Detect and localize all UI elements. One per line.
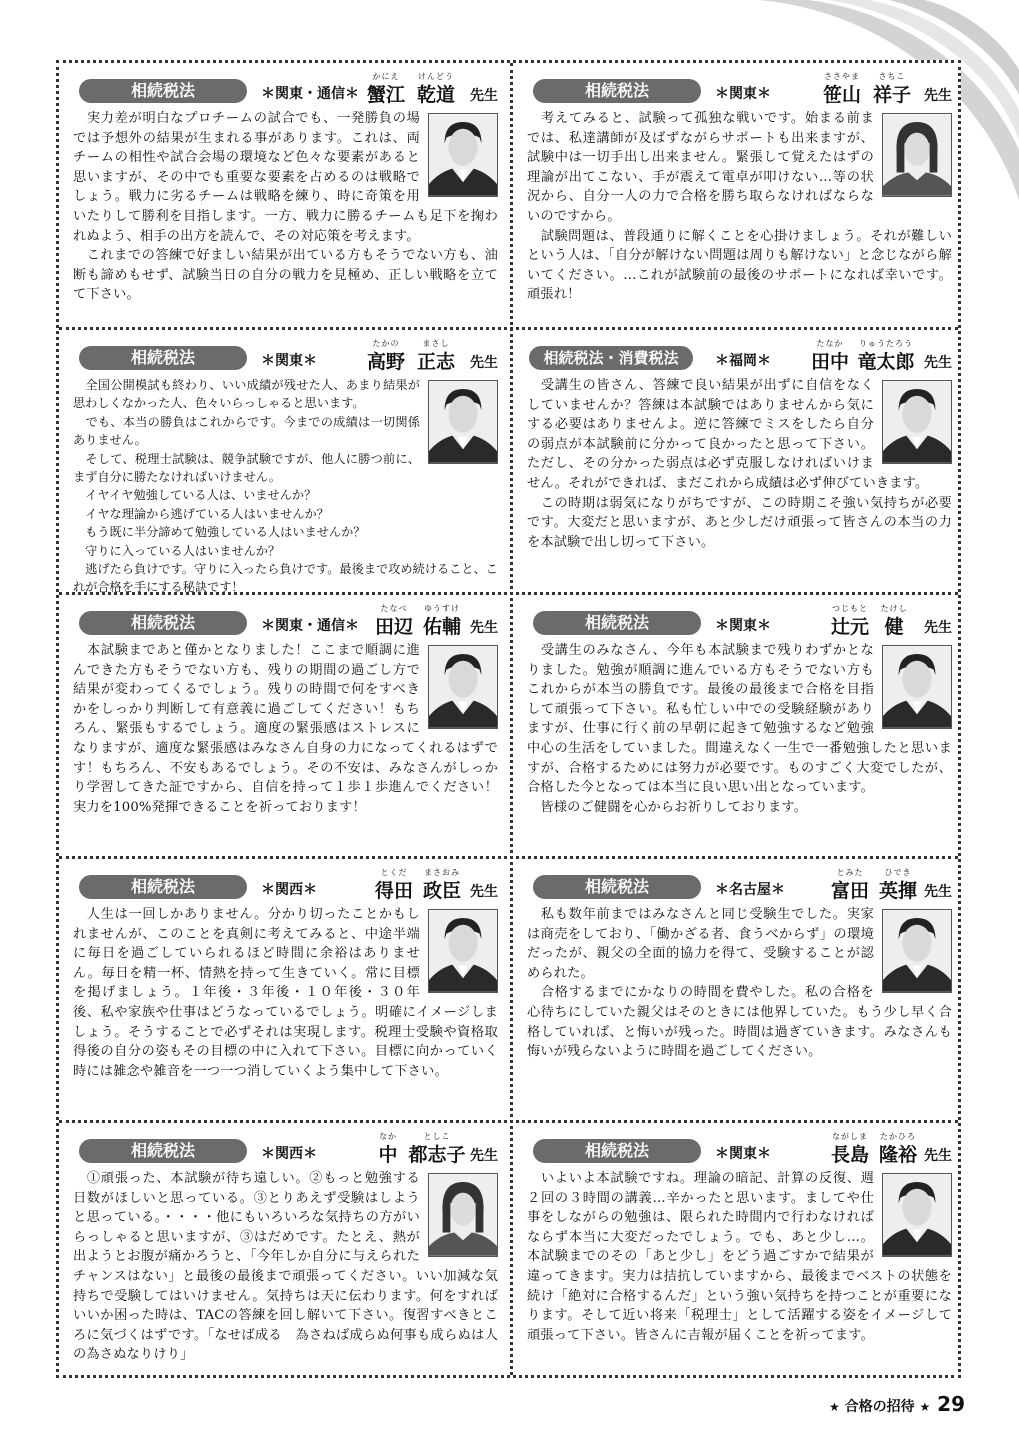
message-text: 本試験まであと僅かとなりました！ここまで順調に進んできた方もそうでない方も、残りの期間の過ごし方で結果が変わってくるでしょう。残りの時間で何をすべきかをしっかり判断して有意義に過ごしてください！もちろん、緊張もするでしょう。適度の緊張感はストレスになりますが、適度な緊張感はみなさん自身の力になってくれるはずです！もちろん、不安もあるでしょう。その不安は、みなさんがしっかり学習してきた証ですから、自信を持って１歩１歩進んでください！実力を100%発揮できることを祈っております！ [73, 643, 498, 815]
card-header [73, 338, 498, 376]
family-name [829, 603, 871, 639]
family-name-ruby: ながしま [832, 1132, 868, 1141]
teacher-card-tanaka [513, 330, 964, 593]
family-name [373, 603, 415, 639]
region-label: ＊福岡＊ [715, 353, 771, 369]
family-name [365, 338, 407, 374]
given-name [415, 71, 457, 107]
card-header [527, 71, 952, 109]
given-name [421, 867, 463, 903]
given-name-kanji: 政臣 [422, 880, 461, 902]
card-header [527, 867, 952, 905]
star-icon: ★ [829, 1400, 840, 1414]
given-name [855, 338, 917, 374]
message-text: 考えてみると、試験って孤独な戦いです。始まる前までは、私達講師が及ばずながらサポートも出来ますが、試験中は一切手出し出来ません。緊張して覚えたはずの理論が出てこない、手が震えて電卓が叩けない…等の状況から、自分一人の力で合格を勝ち取らなければならないのですから。 試験問題は、普段通りに解くことを心掛けましょう。それが難しいという人は、「自分が解けない問題は周りも解けない」と念じながら解いてください。…これが試験前の最後のサポートになれば幸いです。頑張れ！ [527, 111, 952, 303]
family-name-ruby: なか [379, 1132, 397, 1141]
teacher-card-sasayama [513, 63, 964, 326]
family-name [829, 867, 871, 903]
family-name [375, 1131, 401, 1167]
teacher-card-tanabe [59, 595, 510, 858]
teacher-photo [882, 113, 952, 197]
given-name-kanji: 佑輔 [422, 616, 461, 638]
region-label: ＊関西＊ [261, 882, 317, 898]
teacher-card-tomita [513, 859, 964, 1122]
family-name-kanji: 辻元 [830, 616, 869, 638]
subject-badge: 相続税法 [79, 611, 247, 635]
given-name [421, 603, 463, 639]
message-text: 受講生のみなさん、今年も本試験まで残りわずかとなりました。勉強が順調に進んでいる方もそうでない方もこれからが本当の勝負です。最後の最後まで合格を目指して頑張って下さい。私も忙しい中での受験経験がありますが、仕事に行く前の早朝に起きて勉強するなど勉強中心の生活をしていました。間違えなく一生で一番勉強したと思いますが、合格するためには努力が必要です。ものすごく大変でしたが、合格した今となっては本当に良い思い出となっています。 皆様のご健闘を心からお祈りしております。 [527, 643, 952, 815]
region-label: ＊関東＊ [715, 1146, 771, 1162]
card-header [527, 338, 952, 376]
given-name-ruby: たかひろ [880, 1132, 916, 1141]
family-name-kanji: 蟹江 [366, 84, 405, 106]
family-name-kanji: 富田 [830, 880, 869, 902]
given-name [871, 71, 913, 107]
teacher-photo [428, 909, 498, 993]
subject-badge: 相続税法 [533, 611, 701, 635]
given-name-ruby: りゅうたろう [859, 339, 913, 348]
given-name-ruby: たけし [880, 604, 908, 613]
family-name-ruby: たなべ [380, 604, 408, 613]
given-name-ruby: けんどう [418, 72, 454, 81]
messages-panel [56, 60, 961, 1378]
given-name-ruby: としこ [423, 1132, 451, 1141]
page-number: 29 [937, 1392, 965, 1416]
teacher-photo [428, 380, 498, 464]
given-name [407, 1131, 467, 1167]
teacher-photo [882, 1173, 952, 1257]
teacher-photo [882, 645, 952, 729]
message-text: いよいよ本試験ですね。理論の暗記、計算の反復、週２回の３時間の講義…辛かったと思います。ましてや仕事をしながらの勉強は、限られた時間内で行わなければならず本当に大変だったでしょう。でも、あと少し…。本試験までのその「あと少し」をどう過ごすかで結果が違ってきます。実力は拮抗していますから、最後までベストの状態を続け「絶対に合格するんだ」という強い気持ちを持つことが重要になります。そして近い将来「税理士」として活躍する姿をイメージして頑張って下さい。皆さんに吉報が届くことを祈ってます。 [527, 1171, 952, 1343]
teacher-card-naka [59, 1123, 510, 1386]
honorific: 先生 [470, 1148, 498, 1164]
family-name [365, 71, 407, 107]
honorific: 先生 [924, 88, 952, 104]
family-name-kanji: 高野 [366, 351, 405, 373]
family-name-kanji: 田中 [810, 351, 849, 373]
card-header [73, 1131, 498, 1169]
message-text: 私も数年前まではみなさんと同じ受験生でした。実家は商売をしており、「働かざる者、食うべからず」の環境だったが、親父の全面的協力を得て、受験することが認められた。 合格するまでにかなりの時間を費やした。私の合格を心待ちにしていた親父はそのときには他界していた。もう少し早く合格していれば、と悔いが残った。時間は過ぎていきます。みなさんも悔いが残らないように時間を過ごしてください。 [527, 907, 952, 1060]
given-name-ruby: まさし [422, 339, 450, 348]
teacher-card-nagashima [513, 1123, 964, 1386]
subject-badge: 相続税法 [79, 875, 247, 899]
honorific: 先生 [470, 620, 498, 636]
page-footer [829, 1392, 965, 1416]
teacher-card-takano [59, 330, 510, 593]
message-text: ①頑張った、本試験が待ち遠しい。②もっと勉強する日数がほしいと思っている。③とりあえず受験はしようと思っている。・・・・他にもいろいろな気持ちの方がいらっしゃると思いますが、③はだめです。たとえ、熱が出ようとお腹が痛かろうと、「今年しか自分に与えられたチャンスはない」と最後の最後まで頑張ってください。いい加減な気持ちで受験してはいけません。気持ちは天に伝わります。何をすればいいか困った時は、TACの答練を回し解いて下さい。復習すべきところに気づくはずです。「なせば成る 為さねば成らぬ何事も成らぬは人の為さぬなりけり」 [73, 1171, 498, 1363]
card-header [527, 1131, 952, 1169]
given-name-ruby: ひでき [884, 868, 912, 877]
given-name-ruby: さちこ [878, 72, 906, 81]
teacher-photo [428, 645, 498, 729]
teacher-photo [428, 1173, 498, 1257]
family-name [809, 338, 851, 374]
given-name-kanji: 正志 [416, 351, 455, 373]
card-header [73, 867, 498, 905]
teacher-card-tokuda [59, 859, 510, 1122]
family-name-kanji: 中 [378, 1144, 398, 1166]
message-text: 全国公開模試も終わり、いい成績が残せた人、あまり結果が思わしくなかった人、色々いらっしゃると思います。 でも、本当の勝負はこれからです。今までの成績は一切関係ありません。 そして、税理士試験は、競争試験ですが、他人に勝つ前に、まず自分に勝たなければいけません。 イヤイヤ勉強している人は、いませんか？ イヤな理論から逃げている人はいませんか？ もう既に半分諦めて勉強している人はいませんか？ 守りに入っている人はいませんか？ 逃げたら負けです。守りに入ったら負けです。最後まで攻め続けること、これが合格を手にする秘訣です！ [73, 378, 498, 593]
family-name-ruby: つじもと [832, 604, 868, 613]
given-name-ruby: まさおみ [424, 868, 460, 877]
given-name-kanji: 英揮 [878, 880, 917, 902]
family-name-ruby: かにえ [372, 72, 400, 81]
region-label: ＊関東＊ [715, 86, 771, 102]
given-name-kanji: 健 [884, 616, 904, 638]
family-name-ruby: とくだ [380, 868, 408, 877]
honorific: 先生 [470, 355, 498, 371]
honorific: 先生 [924, 1148, 952, 1164]
star-icon: ★ [919, 1400, 931, 1414]
given-name-kanji: 竜太郎 [857, 351, 915, 373]
subject-badge: 相続税法・消費税法 [529, 346, 693, 370]
given-name [877, 603, 911, 639]
region-label: ＊関東・通信＊ [261, 86, 359, 102]
honorific: 先生 [470, 88, 498, 104]
family-name-ruby: たかの [372, 339, 400, 348]
teacher-card-tsujimoto [513, 595, 964, 858]
given-name [415, 338, 457, 374]
message-text: 受講生の皆さん、答練で良い結果が出ずに自信をなくしていませんか？答練は本試験ではありませんから気にする必要はありませんよ。逆に答練でミスをしたら自分の弱点が本試験前に分かって良かったと思って下さい。ただし、その分かった弱点は必ず克服しなければいけません。それができれば、まだこれから成績は必ず伸びていきます。 この時期は弱気になりがちですが、この時期こそ強い気持ちが必要です。大変だと思いますが、あと少しだけ頑張って皆さんの本当の力を本試験で出し切って下さい。 [527, 378, 952, 550]
teacher-card-kanie [59, 63, 510, 326]
publication-title: 合格の招待 [844, 1399, 915, 1415]
family-name-kanji: 得田 [374, 880, 413, 902]
subject-badge: 相続税法 [79, 79, 247, 103]
subject-badge: 相続税法 [79, 346, 247, 370]
region-label: ＊関西＊ [261, 1146, 317, 1162]
teacher-photo [882, 909, 952, 993]
family-name-kanji: 笹山 [822, 84, 861, 106]
subject-badge: 相続税法 [79, 1139, 247, 1163]
given-name-kanji: 乾道 [416, 84, 455, 106]
given-name-ruby: ゆうすけ [424, 604, 460, 613]
family-name-ruby: たなか [816, 339, 844, 348]
family-name [821, 71, 863, 107]
family-name-kanji: 田辺 [374, 616, 413, 638]
card-header [73, 71, 498, 109]
honorific: 先生 [924, 620, 952, 636]
honorific: 先生 [924, 884, 952, 900]
family-name-ruby: ささやま [824, 72, 860, 81]
region-label: ＊関東＊ [261, 353, 317, 369]
given-name [877, 867, 919, 903]
given-name [877, 1131, 919, 1167]
given-name-kanji: 隆裕 [878, 1144, 917, 1166]
card-header [527, 603, 952, 641]
subject-badge: 相続税法 [533, 1139, 701, 1163]
honorific: 先生 [924, 355, 952, 371]
family-name-ruby: とみた [836, 868, 864, 877]
region-label: ＊名古屋＊ [715, 882, 785, 898]
card-header [73, 603, 498, 641]
given-name-kanji: 都志子 [408, 1144, 466, 1166]
given-name-kanji: 祥子 [872, 84, 911, 106]
region-label: ＊関東＊ [715, 618, 771, 634]
teacher-photo [428, 113, 498, 197]
family-name-kanji: 長島 [830, 1144, 869, 1166]
subject-badge: 相続税法 [533, 875, 701, 899]
message-text: 実力差が明白なプロチームの試合でも、一発勝負の場では予想外の結果が生まれる事があります。これは、両チームの相性や試合会場の環境など色々な要素があると思いますが、その中でも重要な要素を占めるのは戦略でしょう。戦力に劣るチームは戦略を練り、時に奇策を用いたりして勝利を目指します。一方、戦力に勝るチームも足下を掬われぬよう、相手の出方を読んで、その対応策を考えます。 これまでの答練で好ましい結果が出ている方もそうでない方も、油断も諦めもせず、試験当日の自分の戦力を見極め、正しい戦略を立てて下さい。 [73, 111, 498, 303]
teacher-photo [882, 380, 952, 464]
family-name [829, 1131, 871, 1167]
honorific: 先生 [470, 884, 498, 900]
subject-badge: 相続税法 [533, 79, 701, 103]
message-text: 人生は一回しかありません。分かり切ったことかもしれませんが、このことを真剣に考えてみると、中途半端に毎日を過ごしていられるほど時間に余裕はありません。毎日を精一杯、情熱を持って生きていく。常に目標を掲げましょう。１年後・３年後・１０年後・３０年後、私や家族や仕事はどうなっているでしょう。明確にイメージしましょう。そうすることで必ずそれは実現します。税理士受験や資格取得後の自分の姿もその目標の中に入れて下さい。目標に向かっていく時には雑念や雑音を一つ一つ消していくよう集中して下さい。 [73, 907, 498, 1079]
region-label: ＊関東・通信＊ [261, 618, 359, 634]
family-name [373, 867, 415, 903]
